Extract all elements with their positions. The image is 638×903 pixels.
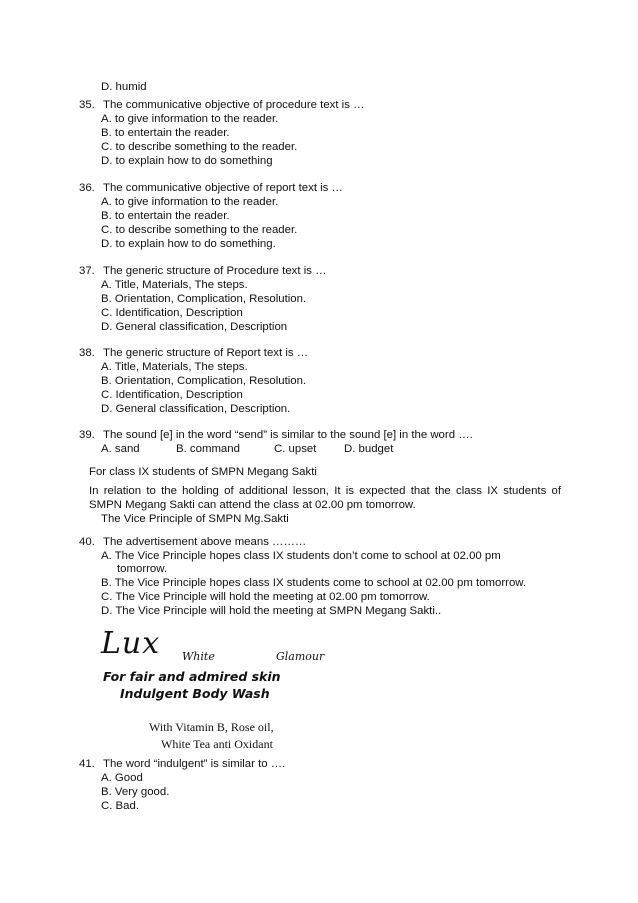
ad-product-name: Indulgent Body Wash bbox=[120, 686, 270, 701]
question-stem: The word “indulgent” is similar to …. bbox=[103, 758, 286, 770]
ad-ingredients-line1: With Vitamin B, Rose oil, bbox=[149, 720, 274, 734]
option-a: A. The Vice Principle hopes class IX students don’t come to school at 02.00 pm bbox=[101, 550, 501, 562]
option-c: C. Bad. bbox=[101, 800, 139, 812]
option-b: B. Very good. bbox=[101, 786, 170, 798]
ad-ingredients-line2: White Tea anti Oxidant bbox=[161, 737, 273, 751]
ad-word-white: White bbox=[182, 650, 215, 663]
question-number: 35. bbox=[79, 99, 95, 111]
option-c: C. upset bbox=[274, 443, 317, 455]
question-stem: The communicative objective of procedure text is … bbox=[103, 99, 365, 111]
option-d: D. to explain how to do something bbox=[101, 155, 273, 167]
option-c: C. to describe something to the reader. bbox=[101, 224, 298, 236]
option-a: A. Title, Materials, The steps. bbox=[101, 279, 248, 291]
ad-tagline: For fair and admired skin bbox=[103, 669, 281, 684]
option-d: D. General classification, Description bbox=[101, 321, 288, 333]
question-stem: The generic structure of Procedure text is … bbox=[103, 265, 327, 277]
announcement-recipient: For class IX students of SMPN Megang Sakti bbox=[89, 466, 317, 478]
question-number: 39. bbox=[79, 429, 95, 441]
option-b: B. Orientation, Complication, Resolution. bbox=[101, 375, 307, 387]
option-a: A. Title, Materials, The steps. bbox=[101, 361, 248, 373]
question-number: 38. bbox=[79, 347, 95, 359]
announcement-body-line1: In relation to the holding of additional lesson, It is expected that the class IX students of bbox=[89, 485, 561, 497]
question-number: 36. bbox=[79, 182, 95, 194]
q34-option-d: D. humid bbox=[101, 81, 147, 93]
question-number: 41. bbox=[79, 758, 95, 770]
option-b: B. to entertain the reader. bbox=[101, 210, 230, 222]
question-number: 40. bbox=[79, 536, 95, 548]
ad-word-glamour: Glamour bbox=[276, 650, 325, 663]
option-d: D. The Vice Principle will hold the meeting at SMPN Megang Sakti.. bbox=[101, 605, 442, 617]
option-d: D. to explain how to do something. bbox=[101, 238, 276, 250]
option-c: C. Identification, Description bbox=[101, 389, 243, 401]
option-b: B. command bbox=[176, 443, 240, 455]
option-c: C. The Vice Principle will hold the meeting at 02.00 pm tomorrow. bbox=[101, 591, 430, 603]
question-stem: The communicative objective of report text is … bbox=[103, 182, 343, 194]
announcement-body-line2: SMPN Megang Sakti can attend the class at 02.00 pm tomorrow. bbox=[89, 499, 416, 511]
option-a: A. Good bbox=[101, 772, 143, 784]
announcement-signature: The Vice Principle of SMPN Mg.Sakti bbox=[101, 513, 289, 525]
option-b: B. to entertain the reader. bbox=[101, 127, 230, 139]
question-stem: The generic structure of Report text is … bbox=[103, 347, 309, 359]
option-d: D. budget bbox=[344, 443, 394, 455]
option-c: C. Identification, Description bbox=[101, 307, 243, 319]
question-number: 37. bbox=[79, 265, 95, 277]
question-stem: The advertisement above means ……… bbox=[103, 536, 307, 548]
brand-logo: Lux bbox=[101, 626, 161, 661]
option-b: B. The Vice Principle hopes class IX students come to school at 02.00 pm tomorrow. bbox=[101, 577, 527, 589]
option-b: B. Orientation, Complication, Resolution. bbox=[101, 293, 307, 305]
option-a: A. to give information to the reader. bbox=[101, 196, 279, 208]
question-stem: The sound [e] in the word “send” is similar to the sound [e] in the word …. bbox=[103, 429, 473, 441]
option-a: A. sand bbox=[101, 443, 140, 455]
option-c: C. to describe something to the reader. bbox=[101, 141, 298, 153]
option-a-continued: tomorrow. bbox=[117, 563, 168, 575]
option-a: A. to give information to the reader. bbox=[101, 113, 279, 125]
option-d: D. General classification, Description. bbox=[101, 403, 291, 415]
